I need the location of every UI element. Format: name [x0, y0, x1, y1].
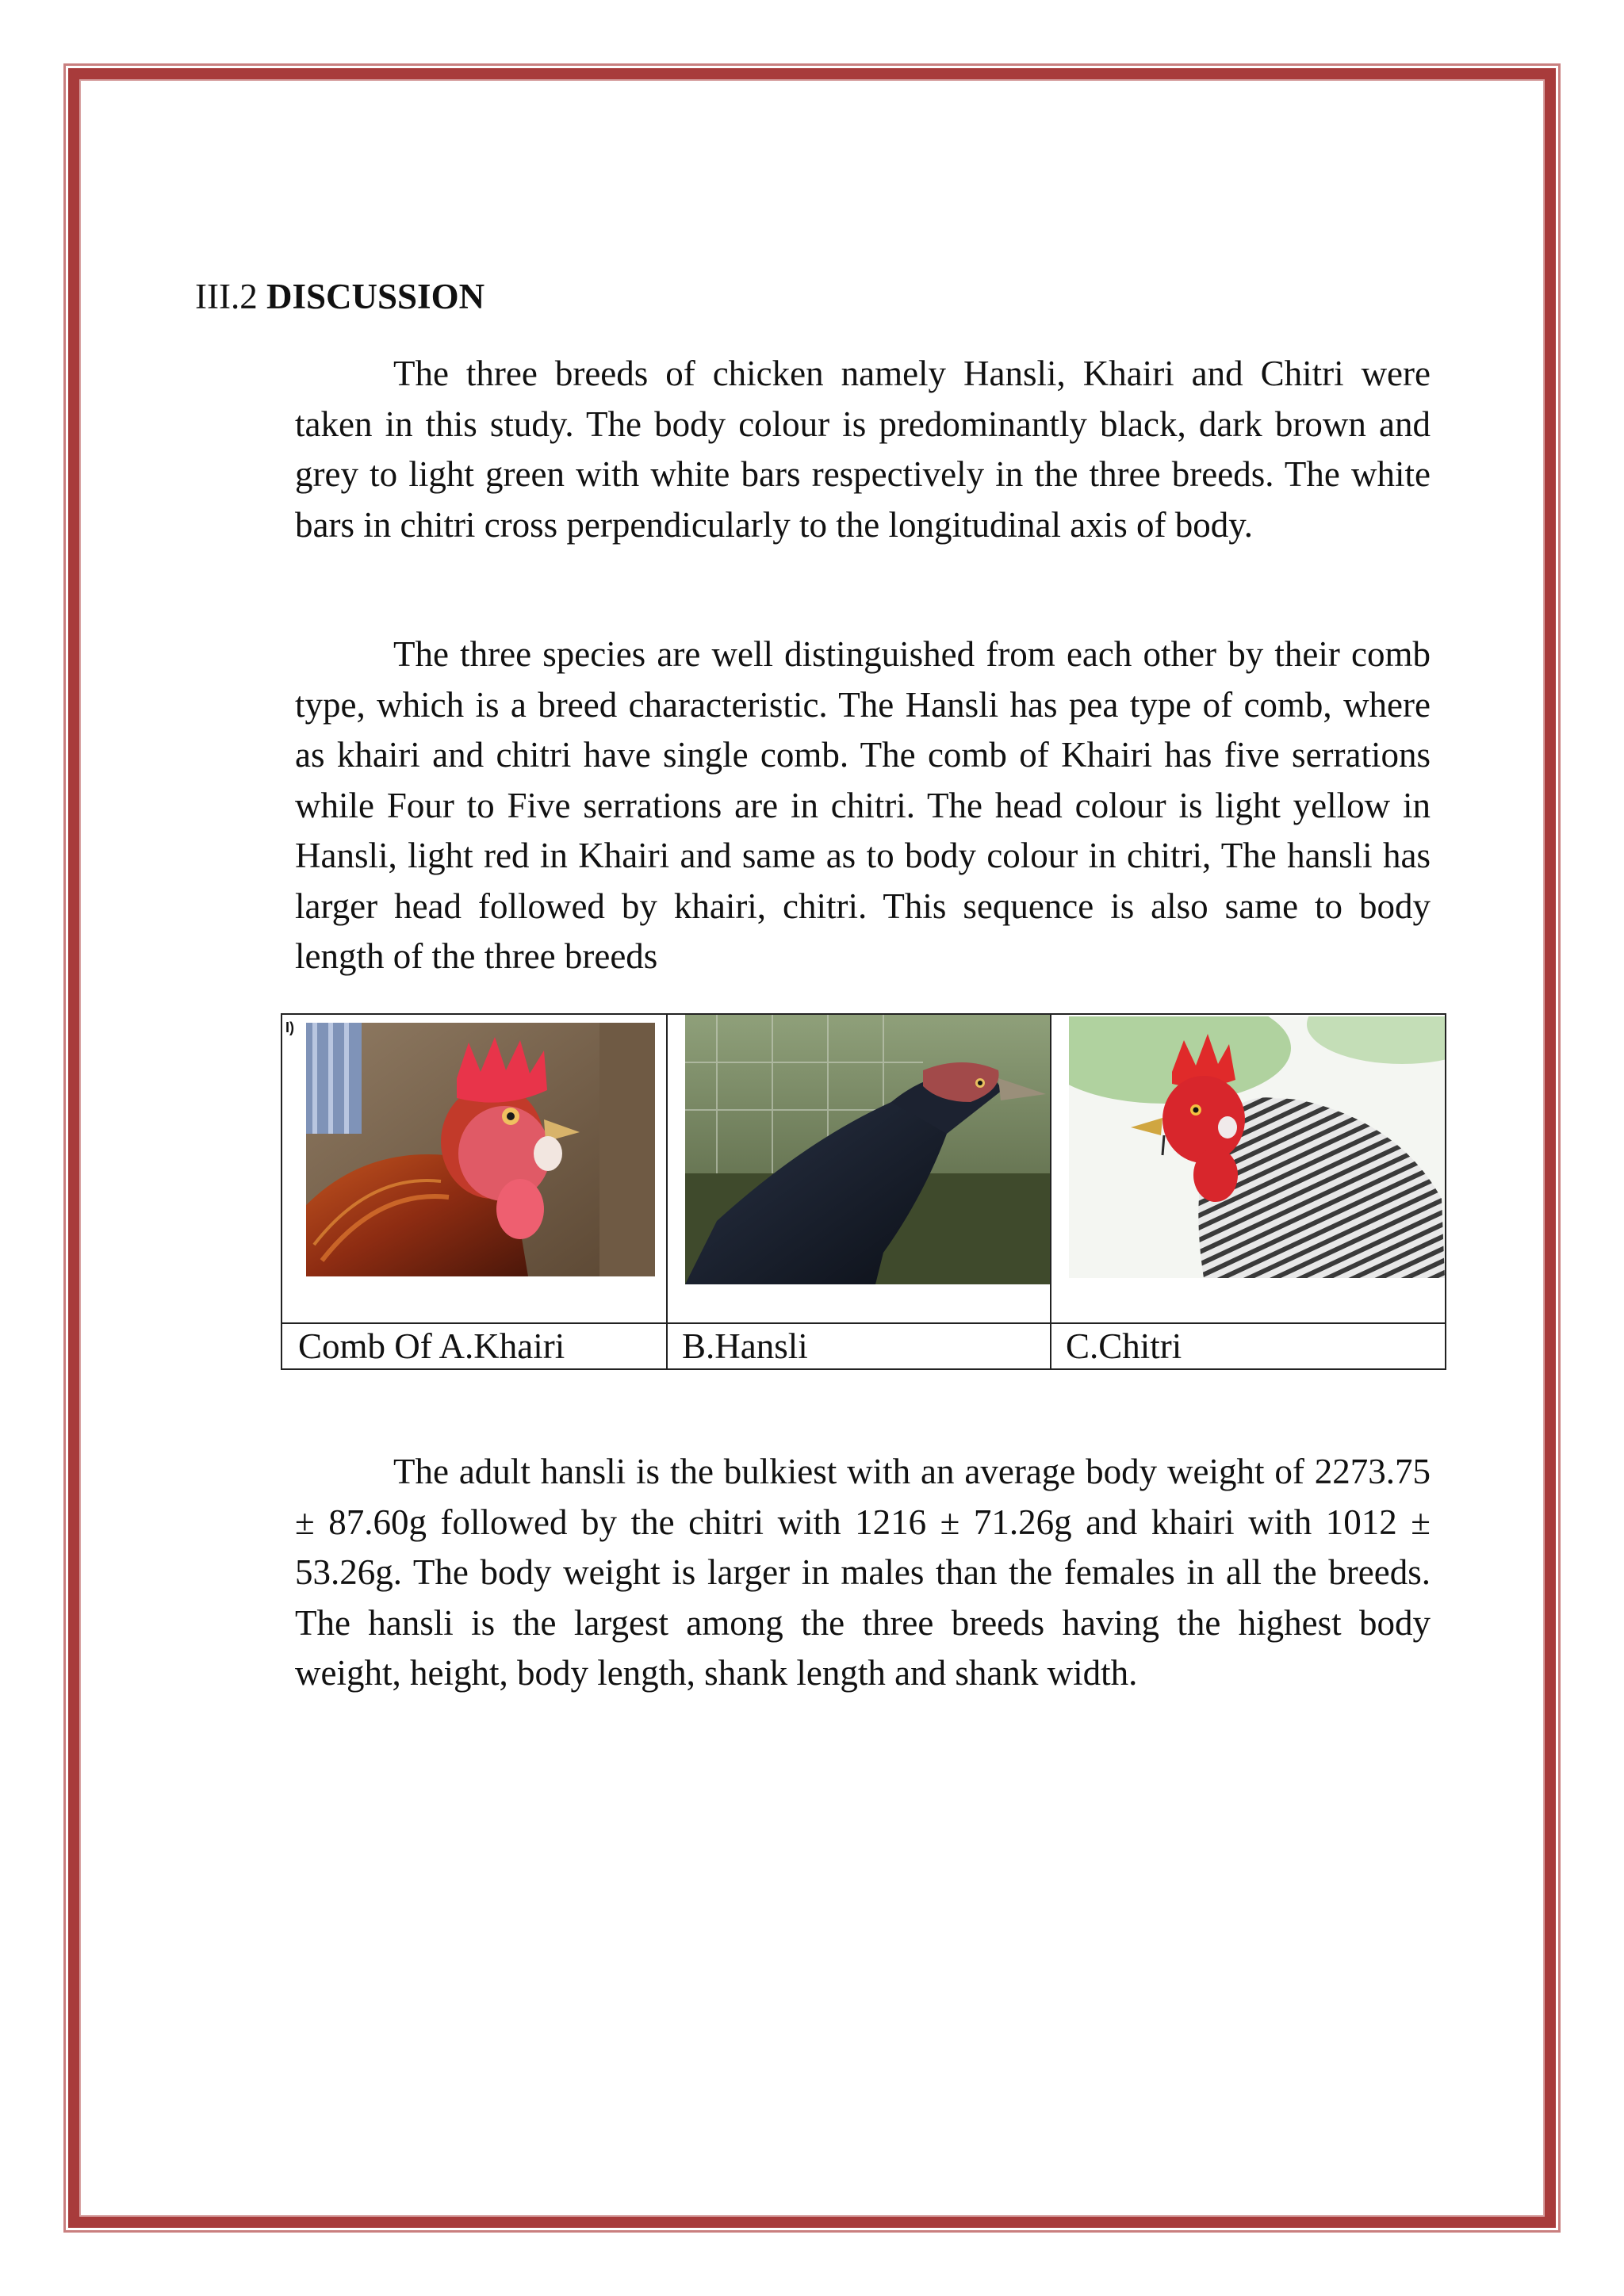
caption-khairi: Comb Of A.Khairi [298, 1326, 565, 1366]
khairi-rooster-photo [306, 1023, 655, 1276]
caption-hansli: B.Hansli [682, 1326, 808, 1366]
paragraph-comb-type: The three species are well distinguished from each other by their comb type, which is a breed characteristic. The Hansli has pea type of comb, where as khairi and chitri have single comb. The comb of Khairi has five serrations while Four to Five serrations are in chitri. The head colour is light yellow in Hansli, light red in Khairi and same as to body colour in chitri, The hansli has larger head followed by khairi, chitri. This sequence is also same to body length of the three breeds [295, 634, 1431, 976]
hansli-photo-cell [668, 1015, 1050, 1366]
table-divider [282, 1322, 1445, 1324]
hansli-rooster-photo [685, 1015, 1050, 1284]
paragraph-body-weight: The adult hansli is the bulkiest with an average body weight of 2273.75 ± 87.60g followed by the chitri with 1216 ± 71.26g and khairi with 1012 ± 53.26g. The body weight is larger in males than the females in all the breeds. The hansli is the largest among the three breeds having the highest body weight, height, body length, shank length and shank width. [295, 1452, 1431, 1693]
chitri-hen-photo [1069, 1016, 1445, 1278]
caption-chitri: C.Chitri [1066, 1326, 1182, 1366]
khairi-photo-cell [282, 1015, 666, 1366]
section-number: III.2 [195, 277, 258, 316]
section-title: DISCUSSION [266, 277, 485, 316]
panel-marker: I) [285, 1020, 294, 1035]
paragraph-body-colour: The three breeds of chicken namely Hansli, Khairi and Chitri were taken in this study. The body colour is predominantly black, dark brown and grey to light green with white bars respectively in the three breeds. The white bars in chitri cross perpendicularly to the longitudinal axis of body. [295, 354, 1431, 545]
section-heading [195, 273, 485, 320]
comb-photo-table [281, 1013, 1446, 1370]
chitri-photo-cell [1051, 1015, 1445, 1366]
